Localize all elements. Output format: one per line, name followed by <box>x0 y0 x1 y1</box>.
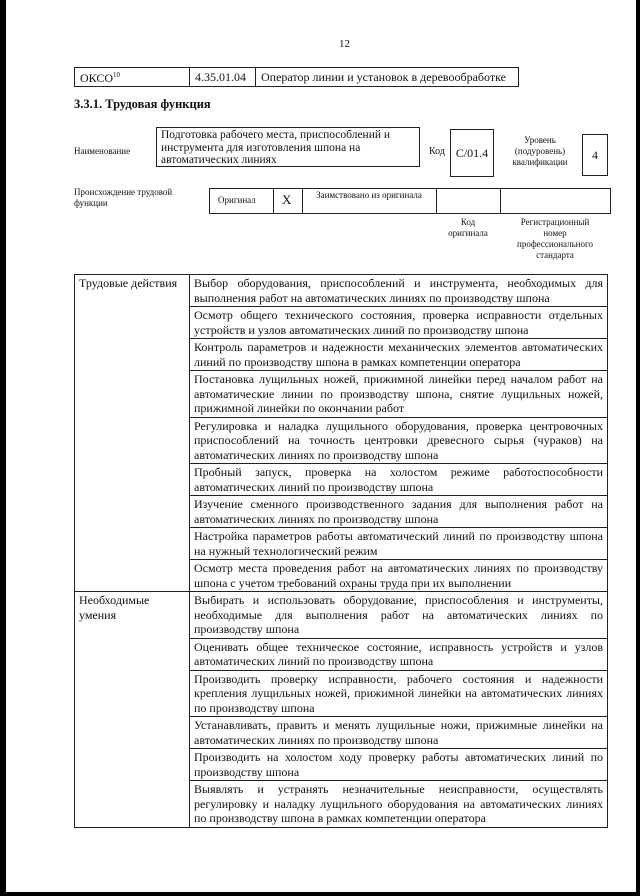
function-name-label: Наименование <box>74 146 131 156</box>
origin-divider <box>500 188 501 214</box>
document-page <box>6 0 636 892</box>
table-cell: Производить проверку исправности, рабочего состояния и надежности крепления лущильных ножей, прижимной линейки на автоматических линиях по производству шпона <box>190 670 608 717</box>
function-code: C/01.4 <box>450 129 494 177</box>
original-mark: X <box>282 192 292 207</box>
table-cell: Осмотр места проведения работ на автоматических линиях по производству шпона с учетом требований охраны труда при их выполнении <box>190 560 608 592</box>
okso-label: ОКСО <box>80 71 114 85</box>
table-cell: Выбирать и использовать оборудование, приспособления и инструменты, необходимые для выполнения работ на автоматических линиях по производству шпона <box>190 592 608 639</box>
section-title-cell: Трудовые действия <box>75 275 190 592</box>
reg-number-label: Регистрационный номер профессионального стандарта <box>517 217 593 260</box>
origin-divider <box>273 188 274 214</box>
function-code-label: Код <box>429 146 445 157</box>
table-row <box>75 275 608 307</box>
table-cell: Регулировка и наладка лущильного оборудования, проверка центровочных приспособлений на точность центровки древесного сырья (чураков) на автоматических линиях по производству шпона <box>190 417 608 464</box>
okso-code: 4.35.01.04 <box>190 68 256 87</box>
table-cell: Оценивать общее техническое состояние, исправность устройств и узлов автоматических линий по производству шпона <box>190 638 608 670</box>
original-label: Оригинал <box>218 195 256 205</box>
section-title-cell: Необходимые умения <box>75 592 190 828</box>
page-number: 12 <box>339 38 350 50</box>
function-name: Подготовка рабочего места, приспособлений и инструмента для изготовления шпона на автоматических линиях <box>156 127 420 167</box>
okso-footnote: 10 <box>113 71 121 79</box>
table-cell: Выявлять и устранять незначительные неисправности, осуществлять регулировку и наладку лущильного оборудования на автоматических линиях по производству шпона в рамках компетенции оператора <box>190 781 608 828</box>
qualification-level-label: Уровень (подуровень) квалификации <box>512 135 568 167</box>
table-cell: Устанавливать, править и менять лущильные ножи, прижимные линейки на автоматических линиях по производству шпона <box>190 717 608 749</box>
origin-divider <box>302 188 303 214</box>
table-cell: Контроль параметров и надежности механических элементов автоматических линий по производству шпона в рамках компетенции оператора <box>190 339 608 371</box>
table-cell: Осмотр общего технического состояния, проверка исправности отдельных устройств и узлов автоматических линий по производству шпона <box>190 307 608 339</box>
table-cell: Производить на холостом ходу проверку работы автоматических линий по производству шпона <box>190 749 608 781</box>
qualification-level: 4 <box>582 134 608 176</box>
okso-label-cell <box>75 68 190 87</box>
code-original-label: Код оригинала <box>448 217 488 238</box>
okso-table <box>74 67 519 87</box>
function-details-table <box>74 274 608 828</box>
section-title: 3.3.1. Трудовая функция <box>74 97 211 111</box>
borrowed-label: Заимствовано из оригинала <box>316 190 422 200</box>
table-cell: Пробный запуск, проверка на холостом режиме работоспособности автоматических линий по производству шпона <box>190 464 608 496</box>
table-cell: Постановка лущильных ножей, прижимной линейки перед началом работ на автоматические линии по производству шпона, снятие лущильных ножей, прижимной линейки по окончании работ <box>190 371 608 418</box>
table-cell: Изучение сменного производственного задания для выполнения работ на автоматических линиях по производству шпона <box>190 496 608 528</box>
table-cell: Настройка параметров работы автоматический линий по производству шпона на нужный технологический режим <box>190 528 608 560</box>
table-cell: Выбор оборудования, приспособлений и инструмента, необходимых для выполнения работ на автоматических линиях по производству шпона <box>190 275 608 307</box>
table-row <box>75 592 608 639</box>
origin-divider <box>436 188 437 214</box>
okso-name: Оператор линии и установок в деревообработке <box>256 68 519 87</box>
origin-label: Происхождение трудовой функции <box>74 187 173 208</box>
